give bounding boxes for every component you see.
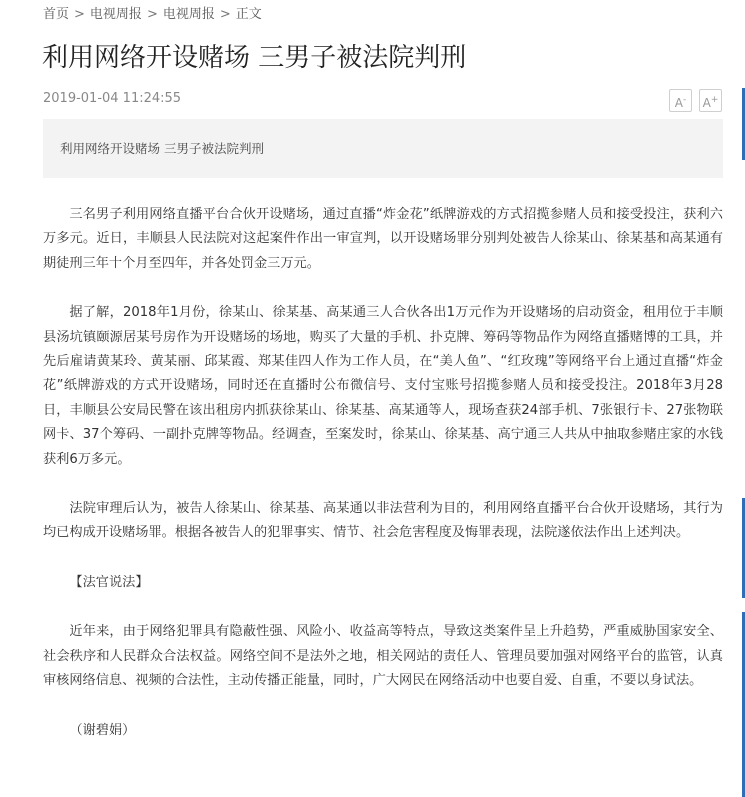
article-paragraph: 三名男子利用网络直播平台合伙开设赌场，通过直播“炸金花”纸牌游戏的方式招揽参赌人员和接受投注，获利六万多元。近日，丰顺县人民法院对这起案件作出一审宣判，以开设赌场罪分别判处被告人徐某山、徐某基和高某通有期徒刑三年十个月至四年，并各处罚金三万元。 xyxy=(43,207,723,271)
breadcrumb-separator: > xyxy=(74,7,85,22)
article-paragraph: 法院审理后认为，被告人徐某山、徐某基、高某通以非法营利为目的，利用网络直播平台合伙开设赌场，其行为均已构成开设赌场罪。根据各被告人的犯罪事实、情节、社会危害程度及悔罪表现，法院遂依法作出上述判决。 xyxy=(43,501,723,541)
breadcrumb-separator: > xyxy=(146,7,158,22)
breadcrumb-home-link[interactable]: 首页 xyxy=(43,7,70,22)
article-body xyxy=(43,203,723,768)
breadcrumb-separator: > xyxy=(219,7,231,22)
article-paragraph: 近年来，由于网络犯罪具有隐蔽性强、风险小、收益高等特点，导致这类案件呈上升趋势，严重威胁国家安全、社会秩序和人民群众合法权益。网络空间不是法外之地，相关网站的责任人、管理员要加强对网络平台的监管，认真审核网络信息、视频的合法性，主动传播正能量，同时，广大网民在网络活动中也要自爱、自重，不要以身试法。 xyxy=(43,624,723,689)
article-summary-box xyxy=(43,119,723,178)
font-decrease-label: A xyxy=(674,96,683,110)
font-increase-label: A xyxy=(702,96,711,110)
breadcrumb xyxy=(43,6,262,24)
plus-icon: + xyxy=(710,95,719,105)
article-date: 2019-01-04 11:24:55 xyxy=(43,91,182,106)
article-paragraph: 据了解，2018年1月份，徐某山、徐某基、高某通三人合伙各出1万元作为开设赌场的启动资金，租用位于丰顺县汤坑镇颐源居某号房作为开设赌场的场地，购买了大量的手机、扑克牌、筹码等物品作为网络直播赌博的工具，并先后雇请黄某玲、黄某丽、邱某霞、郑某佳四人作为工作人员，在“美人鱼”、“红玫瑰”等网络平台上通过直播“炸金花”纸牌游戏的方式开设赌场，同时还在直播时公布微信号、支付宝账号招揽参赌人员和接受投注。2018年3月28日，丰顺县公安局民警在该出租房内抓获徐某山、徐某基、高某通等人，现场查获24部手机、7张银行卡、27张物联网卡、37个筹码、一副扑克牌等物品。经调查，至案发时，徐某山、徐某基、高宁通三人共从中抽取参赌庄家的水钱获利6万多元。 xyxy=(43,305,723,467)
breadcrumb-current: 正文 xyxy=(235,7,262,22)
breadcrumb-tv-weekly-link-2[interactable]: 电视周报 xyxy=(162,7,215,22)
breadcrumb-tv-weekly-link[interactable]: 电视周报 xyxy=(89,7,142,22)
article-summary: 利用网络开设赌场 三男子被法院判刑 xyxy=(60,141,264,156)
minus-icon: - xyxy=(682,95,687,105)
section-heading-judge-says: 【法官说法】 xyxy=(69,574,149,590)
font-increase-button[interactable] xyxy=(699,89,722,112)
font-decrease-button[interactable] xyxy=(669,89,692,112)
article-author: （谢碧娟） xyxy=(69,722,136,738)
article-title: 利用网络开设赌场 三男子被法院判刑 xyxy=(42,43,467,73)
